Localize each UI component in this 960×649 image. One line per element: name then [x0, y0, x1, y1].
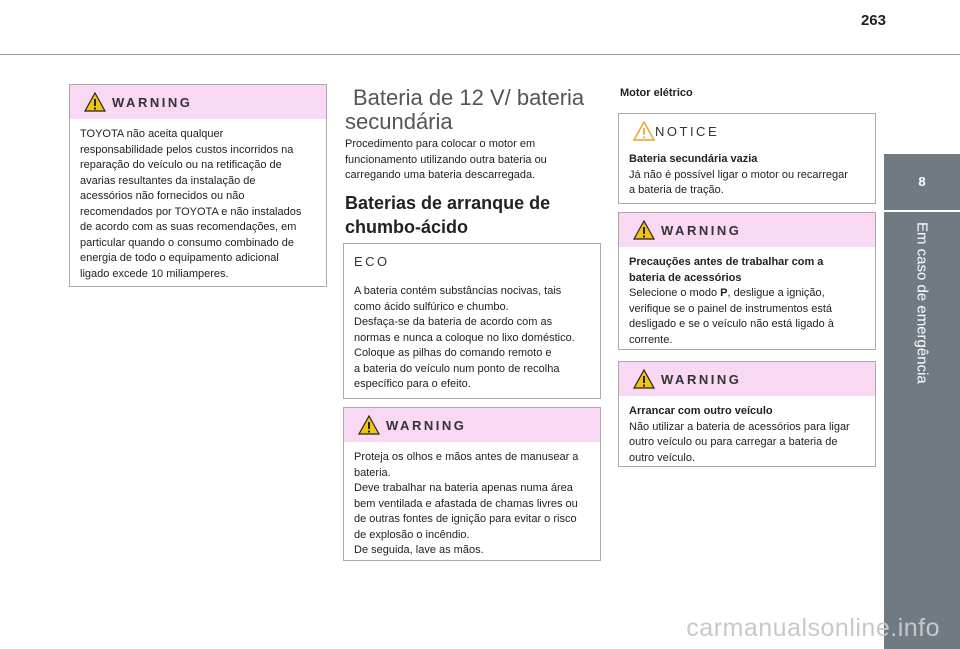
motor-title: Motor elétrico: [620, 87, 693, 99]
text-line: normas e nunca a coloque no lixo doméstico.: [354, 331, 575, 344]
subheading-line2: chumbo-ácido: [345, 217, 469, 237]
text-line: [629, 286, 865, 302]
text-line: TOYOTA não aceita qualquer: [80, 128, 224, 140]
notice-header: [619, 114, 875, 148]
warning-header: [619, 362, 875, 396]
text-line: bem ventilada e afastada de chamas livres ou: [354, 497, 578, 510]
text-line: [629, 152, 865, 168]
chapter-number: 8: [918, 174, 926, 189]
top-divider: [0, 54, 960, 55]
chapter-title: Em caso de emergência: [913, 222, 931, 384]
warning-body: [344, 442, 600, 567]
text-line: [629, 255, 865, 271]
right-warning-box-1: [618, 212, 876, 350]
section-title-line2: secundária: [345, 109, 453, 134]
text-line: outro veículo.: [629, 451, 696, 464]
text-line: a bateria do veículo num ponto de recolha: [354, 362, 560, 375]
warning-triangle-icon: [358, 415, 380, 435]
notice-title: NOTICE: [655, 124, 720, 139]
text-line: particular quando o consumo combinado de: [80, 236, 295, 249]
subheading-line1: Baterias de arranque de: [345, 193, 551, 213]
warning-body: [70, 119, 326, 290]
text-line: como ácido sulfúrico e chumbo.: [354, 300, 509, 313]
mode-p-label: P: [720, 287, 728, 299]
text-line: específico para o efeito.: [354, 378, 471, 390]
text-line: corrente.: [629, 333, 673, 346]
text-line: Não utilizar a bateria de acessórios para ligar: [629, 420, 850, 433]
notice-triangle-icon: [633, 121, 655, 141]
text-line: avarias resultantes da instalação de: [80, 174, 256, 187]
middle-warning-box: [343, 407, 601, 561]
text-line: Coloque as pilhas do comando remoto e: [354, 347, 552, 359]
intro-paragraph: [345, 137, 547, 184]
eco-header: [344, 244, 600, 278]
text-line: Procedimento para colocar o motor em: [345, 138, 536, 150]
text-line: responsabilidade pelos custos incorridos na: [80, 143, 294, 156]
text-line: bateria.: [354, 466, 391, 479]
warning-title: WARNING: [661, 223, 742, 238]
text-line: desligado e se o veículo não está ligado à: [629, 318, 834, 330]
text-line: de acordo com as suas recomendações, em: [80, 221, 297, 233]
text-line: De seguida, lave as mãos.: [354, 544, 484, 556]
text-line: [629, 271, 865, 287]
text-line: Proteja os olhos e mãos antes de manusear a: [354, 451, 579, 463]
text-line: acessórios não fornecidos ou não: [80, 190, 245, 202]
text-line: verifique se o painel de instrumentos está: [629, 302, 833, 315]
warning-header: [70, 85, 326, 119]
warning-title: WARNING: [386, 418, 467, 433]
chapter-label-wrap: [884, 212, 960, 412]
subheading: [345, 191, 550, 239]
text-line: a bateria de tração.: [629, 184, 724, 196]
warning-header: [619, 213, 875, 247]
text-line: funcionamento utilizando outra bateria ou: [345, 153, 547, 166]
text-line: reparação do veículo ou na retificação de: [80, 159, 282, 171]
text-line: [629, 404, 865, 420]
eco-box: [343, 243, 601, 399]
warning-bold-line: Precauções antes de trabalhar com a: [629, 256, 824, 268]
warning-triangle-icon: [84, 92, 106, 112]
text-line: Já não é possível ligar o motor ou recarregar: [629, 168, 848, 181]
page-number: 263: [860, 12, 886, 29]
text-line: ligado excede 10 miliamperes.: [80, 267, 229, 280]
text-segment: , desligue a ignição,: [727, 287, 825, 299]
warning-title: WARNING: [112, 95, 193, 110]
section-title-line1: Bateria de 12 V/ bateria: [353, 85, 585, 110]
warning-triangle-icon: [633, 220, 655, 240]
text-line: carregando uma bateria descarregada.: [345, 169, 536, 181]
chapter-tab[interactable]: [884, 154, 960, 210]
text-line: recomendados por TOYOTA e não instalados: [80, 205, 302, 218]
text-line: A bateria contém substâncias nocivas, tais: [354, 285, 562, 297]
text-line: de explosão o incêndio.: [354, 528, 470, 541]
warning-bold-line: bateria de acessórios: [629, 271, 742, 284]
text-line: Desfaça-se da bateria de acordo com as: [354, 316, 553, 328]
section-title: [345, 86, 584, 134]
warning-body: [619, 247, 875, 356]
notice-bold-line: Bateria secundária vazia: [629, 153, 758, 165]
warning-title: WARNING: [661, 372, 742, 387]
text-line: de outras fontes de ignição para evitar o risco: [354, 513, 577, 525]
eco-body: [344, 278, 600, 401]
warning-body: [619, 396, 875, 474]
text-line: energia de todo o equipamento adicional: [80, 252, 279, 264]
notice-body: [619, 148, 875, 207]
text-line: Deve trabalhar na bateria apenas numa área: [354, 482, 573, 494]
text-line: outro veículo ou para carregar a bateria de: [629, 436, 838, 448]
notice-box: [618, 113, 876, 204]
warning-header: [344, 408, 600, 442]
text-segment: Selecione o modo: [629, 287, 721, 299]
left-warning-box: [69, 84, 327, 287]
warning-bold-line: Arrancar com outro veículo: [629, 405, 773, 417]
right-warning-box-2: [618, 361, 876, 467]
eco-title: ECO: [354, 254, 390, 269]
warning-triangle-icon: [633, 369, 655, 389]
watermark: carmanualsonline.info: [686, 614, 940, 642]
